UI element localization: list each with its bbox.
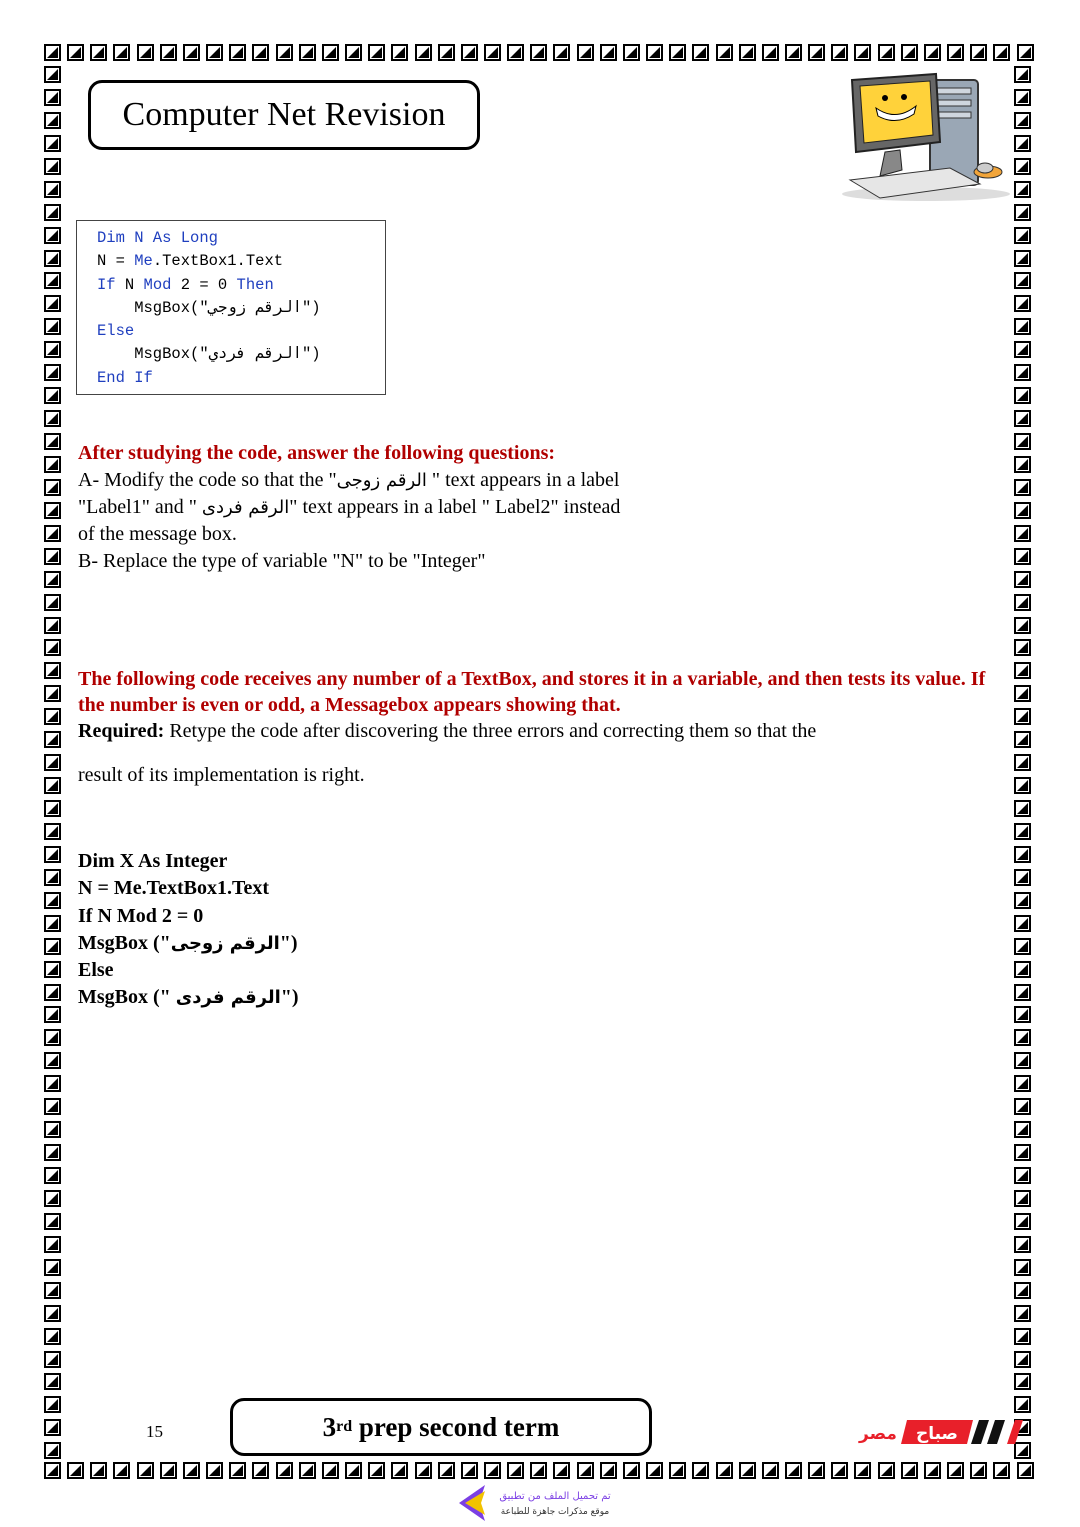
- border-box-icon: [44, 410, 61, 427]
- question-1-heading: After studying the code, answer the following questions:: [78, 442, 556, 464]
- border-box-icon: [1014, 1167, 1031, 1184]
- border-box-icon: [206, 44, 223, 61]
- border-box-icon: [44, 892, 61, 909]
- border-box-icon: [808, 44, 825, 61]
- border-box-icon: [854, 1462, 871, 1479]
- border-box-icon: [1014, 295, 1031, 312]
- question-1: [78, 440, 978, 575]
- border-box-icon: [1014, 158, 1031, 175]
- border-box-icon: [415, 1462, 432, 1479]
- border-box-icon: [44, 869, 61, 886]
- code-line: N = Me.TextBox1.Text: [78, 877, 270, 900]
- border-box-icon: [970, 44, 987, 61]
- border-box-icon: [113, 1462, 130, 1479]
- page-border-top: [44, 44, 1034, 64]
- border-box-icon: [1017, 1462, 1034, 1479]
- border-box-icon: [1014, 181, 1031, 198]
- border-box-icon: [276, 44, 293, 61]
- border-box-icon: [901, 1462, 918, 1479]
- border-box-icon: [44, 639, 61, 656]
- border-box-icon: [44, 731, 61, 748]
- border-box-icon: [44, 66, 61, 83]
- border-box-icon: [67, 44, 84, 61]
- border-box-icon: [90, 44, 107, 61]
- border-box-icon: [391, 44, 408, 61]
- border-box-icon: [993, 1462, 1010, 1479]
- border-box-icon: [692, 1462, 709, 1479]
- computer-cartoon-icon: [840, 72, 1012, 202]
- border-box-icon: [1014, 708, 1031, 725]
- border-box-icon: [507, 44, 524, 61]
- border-box-icon: [1014, 823, 1031, 840]
- border-box-icon: [600, 1462, 617, 1479]
- question-1-part-b: B- Replace the type of variable "N" to be "Integer": [78, 550, 486, 572]
- border-box-icon: [1014, 1052, 1031, 1069]
- border-box-icon: [1014, 387, 1031, 404]
- border-box-icon: [1014, 1305, 1031, 1322]
- border-box-icon: [1014, 227, 1031, 244]
- border-box-icon: [1014, 1282, 1031, 1299]
- border-box-icon: [44, 502, 61, 519]
- faulty-code-listing: [78, 848, 299, 1012]
- border-box-icon: [44, 984, 61, 1001]
- border-box-icon: [67, 1462, 84, 1479]
- border-box-icon: [44, 1029, 61, 1046]
- border-box-icon: [1014, 66, 1031, 83]
- border-box-icon: [1014, 204, 1031, 221]
- border-box-icon: [1014, 318, 1031, 335]
- border-box-icon: [44, 158, 61, 175]
- border-box-icon: [44, 1121, 61, 1138]
- border-box-icon: [90, 1462, 107, 1479]
- border-box-icon: [44, 135, 61, 152]
- border-box-icon: [1014, 1029, 1031, 1046]
- svg-text:صباح: صباح: [915, 1424, 959, 1444]
- border-box-icon: [44, 915, 61, 932]
- svg-text:موقع مذكرات جاهزة للطباعة: موقع مذكرات جاهزة للطباعة: [500, 1507, 610, 1517]
- code-line: Dim X As Integer: [78, 850, 228, 872]
- border-box-icon: [1014, 984, 1031, 1001]
- border-box-icon: [391, 1462, 408, 1479]
- border-box-icon: [484, 1462, 501, 1479]
- border-box-icon: [1014, 479, 1031, 496]
- border-box-icon: [368, 1462, 385, 1479]
- svg-text:تم تحميل الملف من تطبيق: تم تحميل الملف من تطبيق: [499, 1491, 611, 1502]
- border-box-icon: [44, 1351, 61, 1368]
- border-box-icon: [44, 1305, 61, 1322]
- border-box-icon: [44, 1396, 61, 1413]
- border-box-icon: [229, 1462, 246, 1479]
- border-box-icon: [1014, 846, 1031, 863]
- page-border-left: [44, 66, 64, 1460]
- border-box-icon: [44, 456, 61, 473]
- border-box-icon: [44, 1462, 61, 1479]
- border-box-icon: [530, 1462, 547, 1479]
- border-box-icon: [461, 44, 478, 61]
- border-box-icon: [44, 89, 61, 106]
- border-box-icon: [785, 1462, 802, 1479]
- border-box-icon: [299, 44, 316, 61]
- border-box-icon: [137, 44, 154, 61]
- border-box-icon: [44, 708, 61, 725]
- border-box-icon: [1014, 938, 1031, 955]
- border-box-icon: [461, 1462, 478, 1479]
- border-box-icon: [1014, 915, 1031, 932]
- border-box-icon: [44, 617, 61, 634]
- border-box-icon: [229, 44, 246, 61]
- border-box-icon: [44, 295, 61, 312]
- border-box-icon: [1014, 731, 1031, 748]
- border-box-icon: [1014, 1190, 1031, 1207]
- border-box-icon: [577, 1462, 594, 1479]
- border-box-icon: [44, 479, 61, 496]
- border-box-icon: [44, 318, 61, 335]
- border-box-icon: [1014, 892, 1031, 909]
- border-box-icon: [44, 754, 61, 771]
- code-line: If N Mod 2 = 0 Then: [97, 275, 274, 294]
- border-box-icon: [44, 433, 61, 450]
- border-box-icon: [669, 1462, 686, 1479]
- border-box-icon: [183, 44, 200, 61]
- border-box-icon: [1014, 341, 1031, 358]
- border-box-icon: [739, 44, 756, 61]
- border-box-icon: [44, 387, 61, 404]
- border-box-icon: [44, 112, 61, 129]
- border-box-icon: [44, 1236, 61, 1253]
- border-box-icon: [1014, 364, 1031, 381]
- border-box-icon: [646, 1462, 663, 1479]
- border-box-icon: [44, 204, 61, 221]
- border-box-icon: [44, 364, 61, 381]
- footer-term-box: 3 rd prep second term: [230, 1398, 652, 1456]
- border-box-icon: [44, 341, 61, 358]
- border-box-icon: [530, 44, 547, 61]
- border-box-icon: [44, 1052, 61, 1069]
- page-title: Computer Net Revision: [88, 80, 480, 150]
- border-box-icon: [1014, 777, 1031, 794]
- code-snippet-box: [76, 220, 386, 395]
- border-box-icon: [44, 1442, 61, 1459]
- border-box-icon: [44, 1075, 61, 1092]
- border-box-icon: [44, 594, 61, 611]
- border-box-icon: [831, 44, 848, 61]
- border-box-icon: [44, 181, 61, 198]
- question-2: [78, 666, 998, 788]
- border-box-icon: [44, 1419, 61, 1436]
- border-box-icon: [1014, 433, 1031, 450]
- border-box-icon: [322, 1462, 339, 1479]
- border-box-icon: [692, 44, 709, 61]
- border-box-icon: [44, 938, 61, 955]
- border-box-icon: [252, 44, 269, 61]
- border-box-icon: [1014, 1236, 1031, 1253]
- border-box-icon: [44, 548, 61, 565]
- border-box-icon: [1014, 112, 1031, 129]
- border-box-icon: [44, 1282, 61, 1299]
- code-line: N = Me.TextBox1.Text: [97, 252, 284, 271]
- border-box-icon: [276, 1462, 293, 1479]
- border-box-icon: [1014, 571, 1031, 588]
- question-2-heading: The following code receives any number of a TextBox, and stores it in a variable, and then tests its value. If the number is even or odd, a Messagebox appears showing that.: [78, 668, 986, 716]
- border-box-icon: [160, 44, 177, 61]
- border-box-icon: [137, 1462, 154, 1479]
- border-box-icon: [1014, 800, 1031, 817]
- question-1-part-a: "Label1" and " الرقم فردى" text appears in a label " Label2" instead: [78, 496, 621, 518]
- border-box-icon: [1014, 272, 1031, 289]
- border-box-icon: [44, 44, 61, 61]
- border-box-icon: [1014, 662, 1031, 679]
- border-box-icon: [947, 44, 964, 61]
- border-box-icon: [44, 1373, 61, 1390]
- border-box-icon: [322, 44, 339, 61]
- border-box-icon: [1014, 1213, 1031, 1230]
- border-box-icon: [785, 44, 802, 61]
- border-box-icon: [44, 1259, 61, 1276]
- border-box-icon: [1014, 1373, 1031, 1390]
- code-line: Else: [78, 959, 114, 982]
- border-box-icon: [577, 44, 594, 61]
- border-box-icon: [623, 1462, 640, 1479]
- border-box-icon: [553, 1462, 570, 1479]
- border-box-icon: [553, 44, 570, 61]
- border-box-icon: [44, 777, 61, 794]
- border-box-icon: [44, 800, 61, 817]
- border-box-icon: [831, 1462, 848, 1479]
- border-box-icon: [1014, 89, 1031, 106]
- border-box-icon: [438, 1462, 455, 1479]
- border-box-icon: [600, 44, 617, 61]
- border-box-icon: [1014, 1144, 1031, 1161]
- border-box-icon: [44, 1328, 61, 1345]
- code-line: MsgBox (" الرقم فردى"): [78, 986, 299, 1009]
- border-box-icon: [646, 44, 663, 61]
- page-border-right: [1014, 66, 1034, 1460]
- border-box-icon: [947, 1462, 964, 1479]
- code-line: MsgBox("الرقم فردي"): [97, 345, 321, 364]
- border-box-icon: [970, 1462, 987, 1479]
- border-box-icon: [739, 1462, 756, 1479]
- border-box-icon: [1014, 525, 1031, 542]
- border-box-icon: [1014, 1075, 1031, 1092]
- code-line: MsgBox ("الرقم زوجى"): [78, 931, 298, 954]
- border-box-icon: [762, 1462, 779, 1479]
- question-1-part-a: A- Modify the code so that the "الرقم زوجى " text appears in a label: [78, 469, 620, 491]
- page-number: 15: [146, 1422, 163, 1441]
- border-box-icon: [1014, 1098, 1031, 1115]
- border-box-icon: [252, 1462, 269, 1479]
- border-box-icon: [1014, 961, 1031, 978]
- border-box-icon: [113, 44, 130, 61]
- border-box-icon: [1014, 135, 1031, 152]
- border-box-icon: [299, 1462, 316, 1479]
- border-box-icon: [44, 1144, 61, 1161]
- border-box-icon: [44, 1098, 61, 1115]
- border-box-icon: [669, 44, 686, 61]
- border-box-icon: [345, 1462, 362, 1479]
- border-box-icon: [1014, 1121, 1031, 1138]
- border-box-icon: [1014, 1351, 1031, 1368]
- border-box-icon: [44, 1213, 61, 1230]
- border-box-icon: [623, 44, 640, 61]
- border-box-icon: [415, 44, 432, 61]
- border-box-icon: [1014, 1259, 1031, 1276]
- border-box-icon: [1014, 1006, 1031, 1023]
- border-box-icon: [44, 525, 61, 542]
- border-box-icon: [183, 1462, 200, 1479]
- code-line: If N Mod 2 = 0: [78, 904, 204, 927]
- code-line: End If: [97, 368, 153, 387]
- border-box-icon: [44, 272, 61, 289]
- page-border-bottom: [44, 1462, 1034, 1482]
- border-box-icon: [1014, 869, 1031, 886]
- question-2-required: Required: Retype the code after discovering the three errors and correcting them so that the: [78, 720, 817, 742]
- border-box-icon: [44, 846, 61, 863]
- code-line: Else: [97, 322, 135, 341]
- border-box-icon: [160, 1462, 177, 1479]
- question-2-required-cont: result of its implementation is right.: [78, 764, 365, 786]
- svg-text:مصر: مصر: [859, 1424, 897, 1444]
- border-box-icon: [1014, 617, 1031, 634]
- border-box-icon: [44, 685, 61, 702]
- sabah-masr-logo: [855, 1412, 1035, 1452]
- border-box-icon: [44, 571, 61, 588]
- border-box-icon: [1014, 685, 1031, 702]
- border-box-icon: [1014, 456, 1031, 473]
- border-box-icon: [44, 1167, 61, 1184]
- border-box-icon: [1017, 44, 1034, 61]
- border-box-icon: [1014, 1328, 1031, 1345]
- border-box-icon: [1014, 594, 1031, 611]
- border-box-icon: [924, 1462, 941, 1479]
- border-box-icon: [368, 44, 385, 61]
- border-box-icon: [484, 44, 501, 61]
- border-box-icon: [924, 44, 941, 61]
- border-box-icon: [1014, 548, 1031, 565]
- border-box-icon: [44, 1006, 61, 1023]
- border-box-icon: [716, 44, 733, 61]
- border-box-icon: [1014, 502, 1031, 519]
- border-box-icon: [206, 1462, 223, 1479]
- border-box-icon: [44, 961, 61, 978]
- border-box-icon: [1014, 410, 1031, 427]
- code-line: MsgBox("الرقم زوجي"): [97, 298, 321, 317]
- border-box-icon: [44, 250, 61, 267]
- border-box-icon: [1014, 1396, 1031, 1413]
- code-line: Dim N As Long: [97, 229, 218, 247]
- border-box-icon: [993, 44, 1010, 61]
- border-box-icon: [44, 823, 61, 840]
- border-box-icon: [878, 1462, 895, 1479]
- border-box-icon: [1014, 250, 1031, 267]
- border-box-icon: [901, 44, 918, 61]
- watermark-logo: [455, 1483, 625, 1523]
- border-box-icon: [878, 44, 895, 61]
- border-box-icon: [44, 1190, 61, 1207]
- border-box-icon: [44, 662, 61, 679]
- border-box-icon: [762, 44, 779, 61]
- border-box-icon: [438, 44, 455, 61]
- border-box-icon: [808, 1462, 825, 1479]
- border-box-icon: [854, 44, 871, 61]
- border-box-icon: [1014, 754, 1031, 771]
- border-box-icon: [44, 227, 61, 244]
- border-box-icon: [1014, 639, 1031, 656]
- question-1-part-a: of the message box.: [78, 523, 237, 545]
- border-box-icon: [716, 1462, 733, 1479]
- border-box-icon: [507, 1462, 524, 1479]
- border-box-icon: [345, 44, 362, 61]
